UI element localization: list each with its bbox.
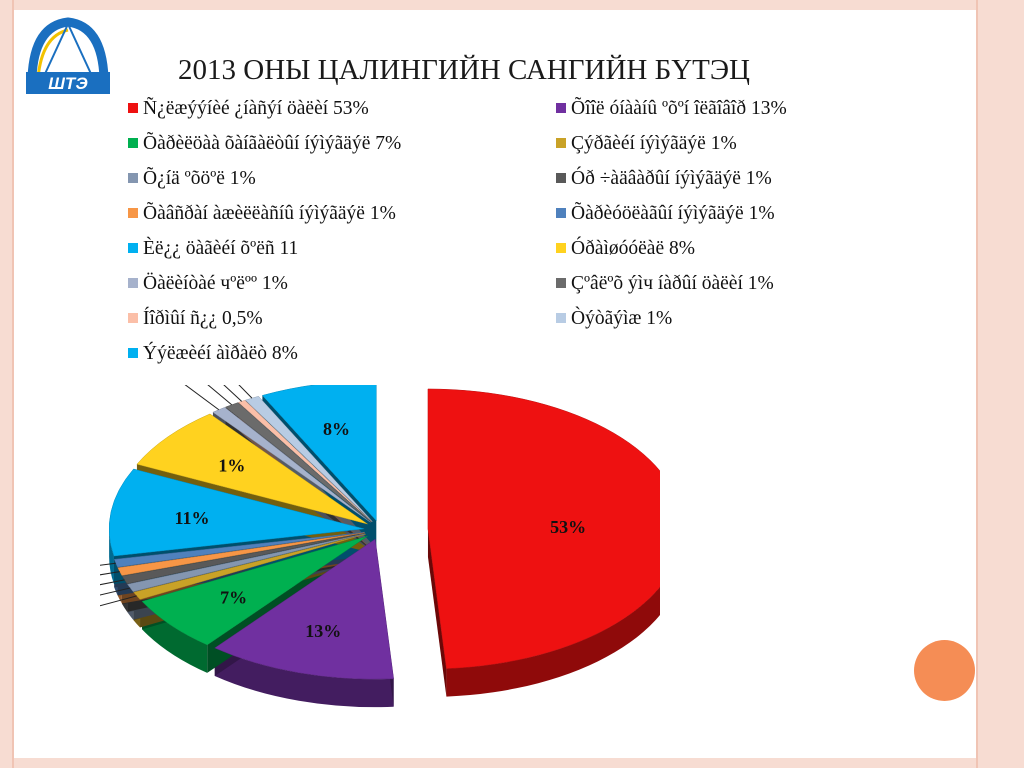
- legend-label: Óðàìøóóëàë 8%: [571, 238, 695, 259]
- pie-data-label: 1%: [218, 455, 246, 476]
- legend-item: [556, 168, 772, 190]
- legend-item: [128, 308, 263, 330]
- legend-swatch: [128, 138, 138, 148]
- legend-item: [128, 203, 396, 225]
- legend-label: Çýðãèéí íýìýãäýë 1%: [571, 133, 737, 154]
- legend-label: Öàëèíòàé чºëºº 1%: [143, 273, 288, 294]
- legend-swatch: [128, 348, 138, 358]
- legend-item: [556, 308, 672, 330]
- legend-label: Íîðìûí ñ¿¿ 0,5%: [143, 308, 263, 329]
- legend-item: [556, 238, 695, 260]
- legend-swatch: [128, 173, 138, 183]
- frame-top: [0, 0, 1024, 10]
- legend-swatch: [556, 278, 566, 288]
- pie-leader-line: [200, 385, 242, 401]
- legend-swatch: [128, 243, 138, 253]
- page-title: 2013 ОНЫ ЦАЛИНГИЙН САНГИЙН БҮТЭЦ: [178, 54, 750, 86]
- legend-swatch: [556, 173, 566, 183]
- pie-data-label: 13%: [305, 620, 342, 641]
- legend-item: [128, 98, 369, 120]
- legend-item: [556, 273, 774, 295]
- legend-item: [556, 203, 775, 225]
- legend-item: [128, 273, 288, 295]
- frame-right: [978, 0, 1024, 768]
- pie-data-label: 7%: [220, 587, 248, 608]
- legend-label: Òýòãýìæ 1%: [571, 308, 673, 329]
- legend-label: Ñ¿ëæýýíèé ¿íàñýí öàëèí 53%: [143, 98, 369, 119]
- legend-swatch: [556, 208, 566, 218]
- decorative-circle: [914, 640, 975, 701]
- legend-label: Ýýëæèéí àìðàëò 8%: [143, 343, 298, 364]
- legend-swatch: [556, 138, 566, 148]
- legend-label: Èë¿¿ öàãèéí õºëñ 11: [143, 238, 299, 259]
- legend-swatch: [128, 278, 138, 288]
- frame-line-right: [976, 0, 978, 768]
- legend-swatch: [128, 208, 138, 218]
- legend-swatch: [556, 243, 566, 253]
- pie-leader-line: [170, 385, 219, 410]
- pie-data-label: 53%: [550, 517, 587, 538]
- legend-label: Õàðèóöëàãûí íýìýãäýë 1%: [571, 203, 775, 224]
- pie-chart: [100, 385, 660, 765]
- pie-data-label: 11%: [174, 508, 210, 529]
- legend-item: [556, 133, 737, 155]
- legend-swatch: [556, 103, 566, 113]
- legend-item: [556, 98, 787, 120]
- legend-label: Õ¿íä ºõöºë 1%: [143, 168, 256, 189]
- legend-item: [128, 343, 298, 365]
- legend-label: Óð ÷àäâàðûí íýìýãäýë 1%: [571, 168, 772, 189]
- pie-leader-line: [213, 385, 252, 398]
- pie-leader-line: [187, 385, 232, 405]
- legend-label: Õîîë óíààíû ºõºí îëãîâîð 13%: [571, 98, 787, 119]
- legend-label: Õàðèëöàà õàíãàëòûí íýìýãäýë 7%: [143, 133, 402, 154]
- legend-label: Õàâñðàí àæèëëàñíû íýìýãäýë 1%: [143, 203, 396, 224]
- pie-data-label: 8%: [323, 418, 351, 439]
- frame-left: [0, 0, 12, 768]
- company-logo: [24, 16, 112, 96]
- legend-item: [128, 168, 256, 190]
- legend-label: Çºâëºõ ýìч íàðûí öàëèí 1%: [571, 273, 774, 294]
- legend-swatch: [556, 313, 566, 323]
- legend-swatch: [128, 103, 138, 113]
- legend-item: [128, 133, 401, 155]
- logo-text: ШТЭ: [48, 74, 88, 93]
- legend-swatch: [128, 313, 138, 323]
- legend-item: [128, 238, 298, 260]
